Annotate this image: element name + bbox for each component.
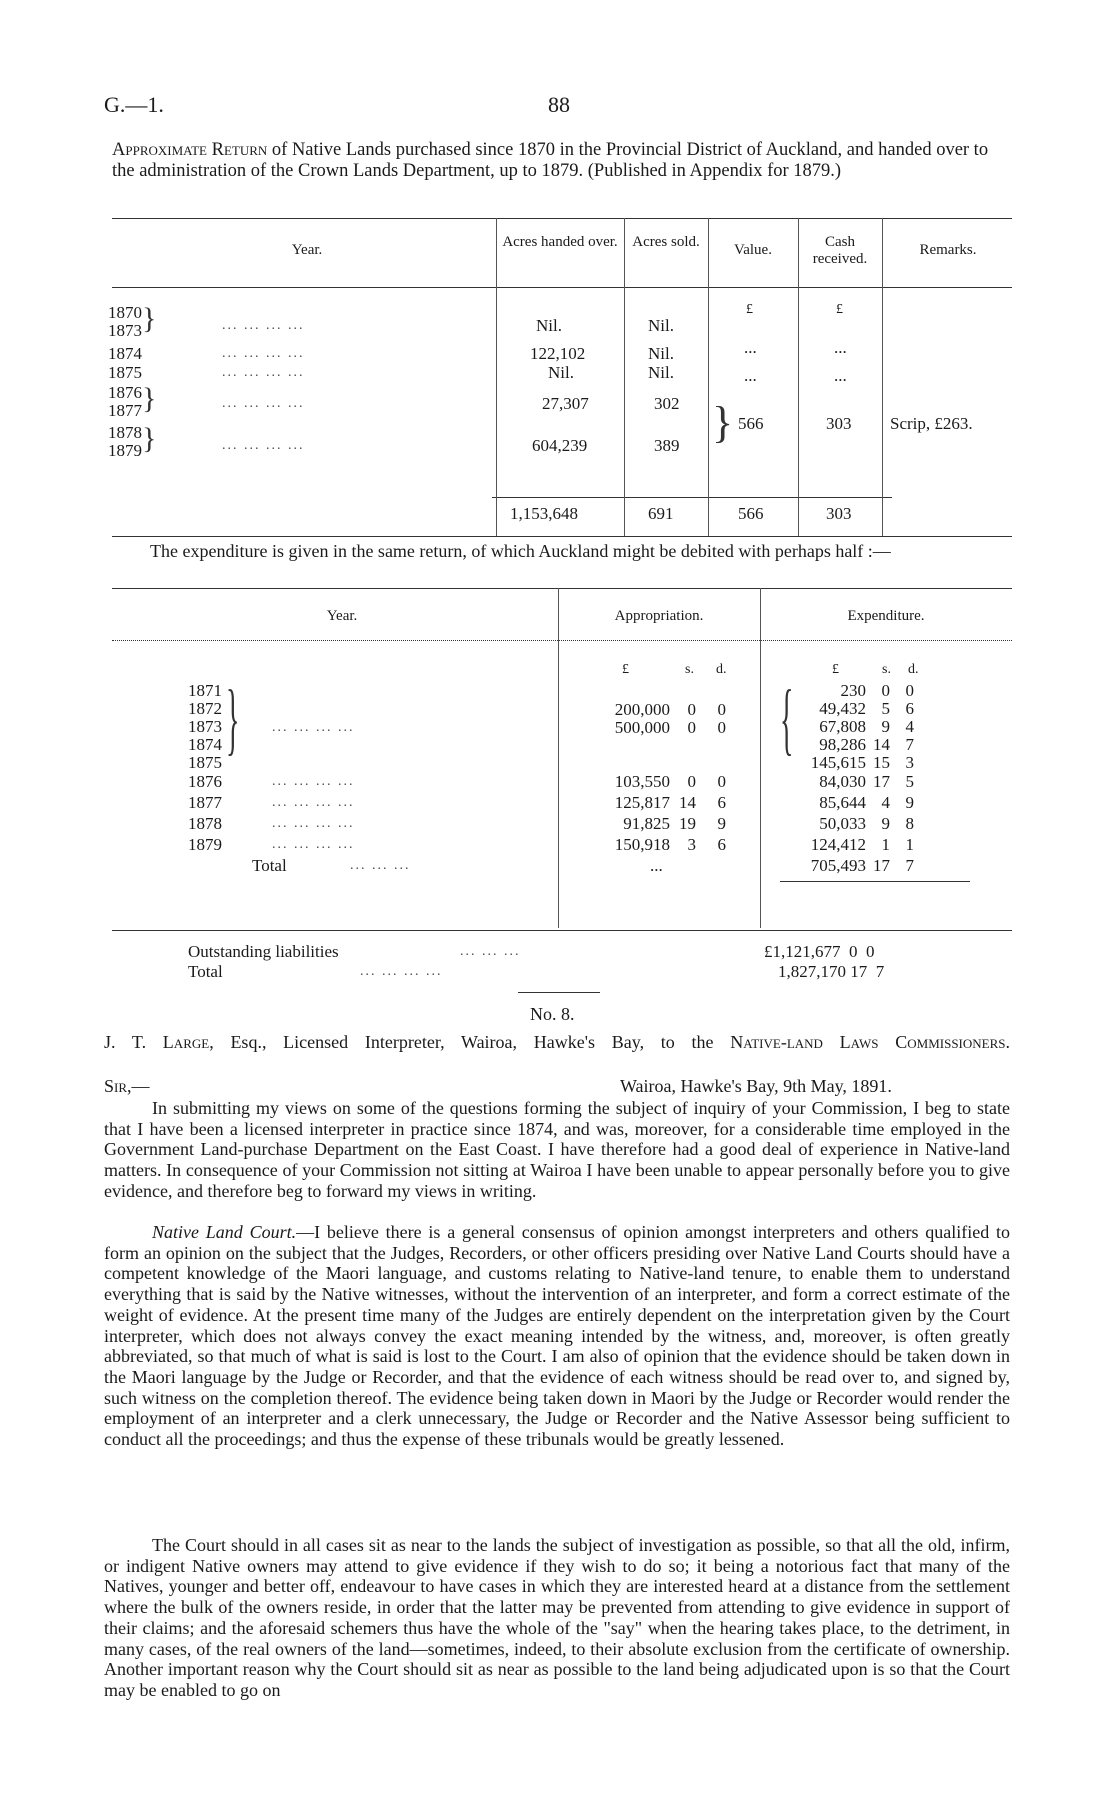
total-cash: 303 xyxy=(826,504,852,523)
table1-col-divider xyxy=(882,218,883,536)
table1-total-rule xyxy=(492,497,892,498)
appropriation-pence: 0 xyxy=(717,700,726,719)
row-years: 1870 1873 xyxy=(108,303,142,340)
header-year: Year. xyxy=(291,242,323,258)
expenditure-pounds: 85,644 xyxy=(819,793,866,812)
table2-bottom-rule xyxy=(112,930,1012,931)
unit-pounds: £ xyxy=(622,662,629,677)
cash-currency: £ xyxy=(836,302,843,317)
acres-sold-cell: Nil. xyxy=(648,316,674,335)
unit-pence: d. xyxy=(716,662,727,677)
cash-cell: ... xyxy=(834,338,847,357)
leader-dots: ... ... ... ... xyxy=(222,365,305,380)
expenditure-pence: 8 xyxy=(905,814,914,833)
table1-col-divider xyxy=(624,218,625,536)
table2-header-rule xyxy=(112,640,1012,641)
leader-dots: ... ... ... ... xyxy=(360,964,443,979)
appropriation-shillings: 14 xyxy=(679,793,696,812)
table-row xyxy=(112,814,1012,834)
letter-place-date: Wairoa, Hawke's Bay, 9th May, 1891. xyxy=(620,1076,892,1096)
appropriation-pence: 6 xyxy=(717,793,726,812)
brace-glyph: { xyxy=(780,675,794,763)
leader-dots: ... ... ... ... xyxy=(222,318,305,333)
acres-sold-cell: Nil. xyxy=(648,363,674,382)
header-appropriation: Appropriation. xyxy=(614,608,704,624)
grouped-years: 1871 1872 1873 1874 1875 xyxy=(188,681,222,772)
unit-pounds: £ xyxy=(832,662,839,677)
expenditure-pence: 9 xyxy=(905,793,914,812)
total-appropriation: ... xyxy=(650,856,663,875)
leader-dots: ... ... ... ... xyxy=(272,837,355,852)
appropriation-shillings: 19 xyxy=(679,814,696,833)
remarks-cell: Scrip, £263. xyxy=(890,414,973,433)
total-acres-sold: 691 xyxy=(648,504,674,523)
letter-heading-line1: J. T. Large, Esq., Licensed Interpreter, Wairoa, Hawke's Bay, to the Native-land Laws Commissioners. xyxy=(104,1032,1010,1052)
cash-cell: ... xyxy=(834,366,847,385)
row-year: 1878 xyxy=(188,814,222,833)
brace-glyph: } xyxy=(142,382,157,415)
row-year: 1877 xyxy=(188,793,222,812)
return-title-lead: Approximate Return xyxy=(112,140,268,160)
table1-col-divider xyxy=(708,218,709,536)
combined-value: 566 xyxy=(738,414,764,433)
expenditure-shillings: 9 xyxy=(881,814,890,833)
expenditure-shillings: 1 xyxy=(881,835,890,854)
row-year: 1879 xyxy=(188,835,222,854)
expenditure-shillings: 4 xyxy=(881,793,890,812)
table2-col-divider xyxy=(760,588,761,928)
table-row xyxy=(112,772,1012,792)
appropriation-shillings: 0 xyxy=(687,772,696,791)
combined-cash: 303 xyxy=(826,414,852,433)
expenditure-intro: The expenditure is given in the same return, of which Auckland might be debited with perhaps half :— xyxy=(150,541,891,561)
table-row xyxy=(112,793,1012,813)
appropriation-pounds: 91,825 xyxy=(623,814,670,833)
value-cell: ... xyxy=(744,338,757,357)
value-currency: £ xyxy=(746,302,753,317)
table-row xyxy=(112,835,1012,855)
table2-total-rule xyxy=(780,881,970,882)
paragraph-heading: Native Land Court. xyxy=(152,1222,297,1242)
page-series: G.—1. xyxy=(104,92,164,117)
header-cash: Cash received. xyxy=(812,234,868,267)
leader-dots: ... ... ... ... xyxy=(222,438,305,453)
total-label: Total xyxy=(252,856,287,875)
appropriation-shillings: 3 xyxy=(687,835,696,854)
header-acres-sold: Acres sold. xyxy=(632,234,700,250)
header-expenditure: Expenditure. xyxy=(847,608,925,624)
page-number: 88 xyxy=(548,92,570,117)
unit-shillings: s. xyxy=(685,662,694,677)
total-expenditure: 705,493 17 7 xyxy=(810,856,914,875)
appropriation-pence: 0 xyxy=(717,772,726,791)
grouped-expenditure: 230 0 0 49,432 5 6 67,808 9 4 98,286 14 7 145,615 15 3 xyxy=(810,681,914,772)
table1-col-divider xyxy=(496,218,497,536)
leader-dots: ... ... ... xyxy=(350,858,411,873)
appropriation-pounds: 200,000 xyxy=(614,700,670,719)
section-divider xyxy=(518,992,600,993)
appropriation-pounds: 125,817 xyxy=(614,793,670,812)
appropriation-pounds: 500,000 xyxy=(614,718,670,737)
acres-handed-cell: 27,307 xyxy=(542,394,589,413)
appropriation-pence: 9 xyxy=(717,814,726,833)
leader-dots: ... ... ... ... xyxy=(272,816,355,831)
acres-handed-cell: 604,239 xyxy=(532,436,588,455)
leader-dots: ... ... ... ... xyxy=(222,396,305,411)
expenditure-pounds: 124,412 xyxy=(810,835,866,854)
letter-paragraph-1: In submitting my views on some of the questions forming the subject of inquiry of your Commission, I beg to state that I have been a licensed interpreter in practice since 1874, and was, moreover, for a considerable time employed in the Government Land-purchase Department on the East Coast. I have therefore had a good deal of experience in Native-land matters. In consequence of your Commission not sitting at Wairoa I have been unable to appear personally before you to give evidence, and therefore beg to forward my views in writing. xyxy=(104,1098,1010,1201)
expenditure-pence: 1 xyxy=(905,835,914,854)
unit-pence: d. xyxy=(908,662,919,677)
header-year: Year. xyxy=(326,608,358,624)
expenditure-pence: 5 xyxy=(905,772,914,791)
leader-dots: ... ... ... ... xyxy=(272,720,355,735)
letter-paragraph-3: The Court should in all cases sit as near to the lands the subject of investigation as possible, so that all the old, infirm, or indigent Native owners may attend to give evidence if they wish to do so; it being a notorious fact that many of the Natives, younger and better off, endeavour to have cases in which they are interested heard at a distance from the settlement where the bulk of the owners reside, in order that the latter may be prevented from attending to give evidence in support of their claims; and the aforesaid schemers thus have the whole of the "say" when the hearing takes place, to the detriment, in many cases, of the real owners of the land—sometimes, indeed, to their absolute exclusion from the certificate of ownership. Another important reason why the Court should sit as near as possible to the land being adjudicated upon is so that the Court may be enabled to go on xyxy=(104,1535,1010,1700)
acres-sold-cell: 302 xyxy=(654,394,680,413)
expenditure-pounds: 50,033 xyxy=(819,814,866,833)
grand-total-label: Total xyxy=(188,962,223,981)
letter-paragraph-2: Native Land Court.—I believe there is a general consensus of opinion amongst interpreters and others qualified to form an opinion on the subject that the Judges, Recorders, or other officers presiding over Native Land Courts should have a competent knowledge of the Maori language, and customs relating to Native-land tenure, to enable them to understand everything that is said by the Native witnesses, without the intervention of an interpreter, and form a correct estimate of the weight of evidence. At the present time many of the Judges are entirely dependent on the interpretation given by the Court interpreter, which does not always convey the exact meaning intended by the witness, and, moreover, is often greatly abbreviated, so that much of what is said is lost to the Court. I am also of opinion that the evidence should be taken down in the Maori language by the Judge or Recorder, and that the evidence of each witness should be read over to, and signed by, such witness on the completion thereof. The evidence being taken down in Maori by the Judge or Recorder would render the employment of an interpreter and a clerk unnecessary, the Judge or Recorder and the Native Assessor being sufficient to conduct all the proceedings; and thus the expense of these tribunals would be greatly lessened. xyxy=(104,1222,1011,1450)
unit-shillings: s. xyxy=(882,662,891,677)
expenditure-table xyxy=(112,588,1012,933)
row-year: 1874 xyxy=(108,344,142,363)
letter-salutation: Sir,— xyxy=(104,1076,150,1096)
total-value: 566 xyxy=(738,504,764,523)
expenditure-shillings: 17 xyxy=(873,772,890,791)
row-year: 1876 xyxy=(188,772,222,791)
table2-top-rule xyxy=(112,588,1012,589)
outstanding-label: Outstanding liabilities xyxy=(188,942,339,961)
table1-col-divider xyxy=(798,218,799,536)
acres-sold-cell: Nil. xyxy=(648,344,674,363)
brace-glyph: } xyxy=(142,302,157,335)
appropriation-pence: 6 xyxy=(717,835,726,854)
table1-header-rule xyxy=(112,287,1012,288)
leader-dots: ... ... ... xyxy=(460,944,521,959)
appropriation-pounds: 103,550 xyxy=(614,772,670,791)
appropriation-pence: 0 xyxy=(717,718,726,737)
total-acres-handed: 1,153,648 xyxy=(510,504,578,523)
appropriation-pounds: 150,918 xyxy=(614,835,670,854)
appropriation-shillings: 0 xyxy=(687,700,696,719)
acres-handed-cell: 122,102 xyxy=(530,344,586,363)
return-title-rest: of Native Lands purchased since 1870 in the Provincial District of Auckland, and handed over to the administration of the Crown Lands Department, up to 1879. (Published in Appendix for 1879.) xyxy=(112,140,989,181)
leader-dots: ... ... ... ... xyxy=(222,346,305,361)
return-title xyxy=(112,140,1012,182)
row-year: 1875 xyxy=(108,363,142,382)
header-acres-handed: Acres handed over. xyxy=(502,234,618,250)
native-lands-table xyxy=(108,218,1012,536)
brace-glyph: } xyxy=(712,398,734,447)
letter-recipient: Native-land Laws Commissioners. xyxy=(730,1032,1010,1052)
value-cell: ... xyxy=(744,366,757,385)
header-remarks: Remarks. xyxy=(919,242,977,258)
appropriation-shillings: 0 xyxy=(687,718,696,737)
table2-col-divider xyxy=(558,588,559,928)
leader-dots: ... ... ... ... xyxy=(272,774,355,789)
table1-top-rule xyxy=(112,218,1012,219)
brace-glyph: } xyxy=(142,422,157,455)
acres-handed-cell: Nil. xyxy=(548,363,574,382)
expenditure-pounds: 84,030 xyxy=(819,772,866,791)
outstanding-value: £1,121,677 0 0 xyxy=(764,942,875,961)
row-years: 1876 1877 xyxy=(108,383,142,420)
brace-glyph: } xyxy=(226,675,240,763)
acres-sold-cell: 389 xyxy=(654,436,680,455)
table1-bottom-rule xyxy=(112,536,1012,537)
leader-dots: ... ... ... ... xyxy=(272,795,355,810)
row-years: 1878 1879 xyxy=(108,423,142,460)
letter-number: No. 8. xyxy=(530,1004,575,1024)
grand-total-value: 1,827,170 17 7 xyxy=(778,962,885,981)
acres-handed-cell: Nil. xyxy=(536,316,562,335)
header-value: Value. xyxy=(734,242,772,258)
